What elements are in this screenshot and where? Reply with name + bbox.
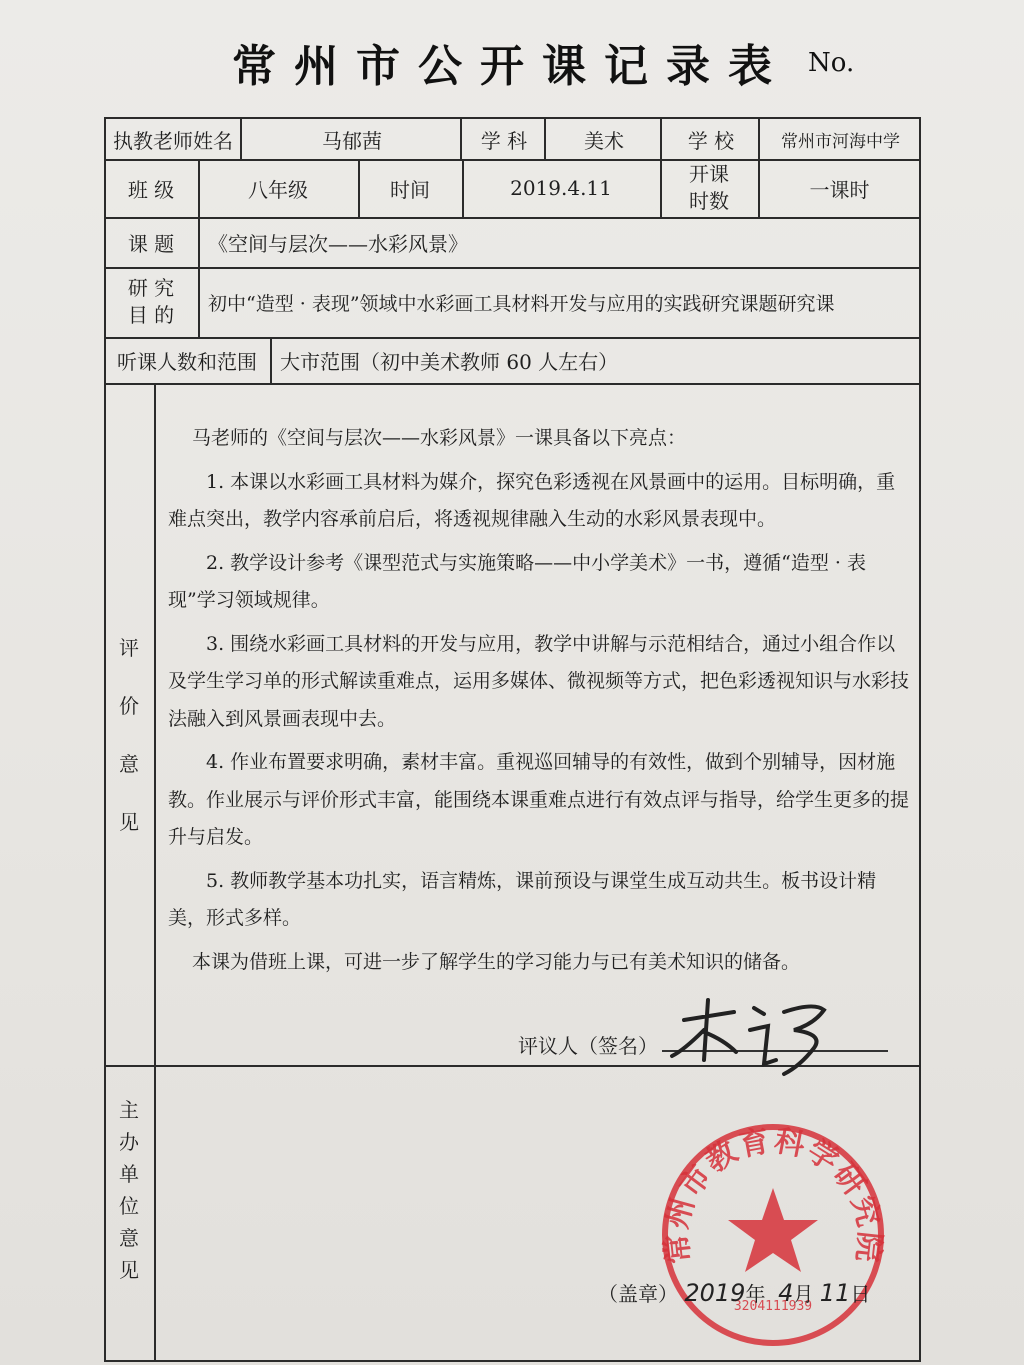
evaluation-label <box>104 620 154 850</box>
seal-text: 常州市教育科学研究院 <box>658 1123 888 1266</box>
evaluation-label-char: 价 <box>119 694 139 718</box>
seal-code: 3204111939 <box>733 1299 813 1314</box>
evaluation-intro: 马老师的《空间与层次——水彩风景》一课具备以下亮点： <box>192 427 687 449</box>
school-label: 学 校 <box>687 128 735 153</box>
col-divider <box>154 383 156 1360</box>
evaluation-point: 5. 教师教学基本功扎实，语言精炼，课前预设与课堂生成互动共生。板书设计精美，形式多样。 <box>168 869 877 929</box>
date-day: 11 <box>819 1279 851 1307</box>
evaluation-point: 2. 教学设计参考《课型范式与实施策略——中小学美术》一书，遵循“造型 · 表现”学习领域规律。 <box>168 551 867 611</box>
class-value: 八年级 <box>248 177 308 202</box>
audience-value: 大市范围（初中美术教师 60 人左右） <box>280 349 619 374</box>
date-month: 4 <box>778 1279 794 1307</box>
record-number-label: No. <box>808 48 855 78</box>
topic-label: 课 题 <box>127 231 175 256</box>
evaluation-label-char: 评 <box>119 636 139 660</box>
stamp-date-row <box>598 1278 870 1307</box>
teacher-name-value: 马郁茜 <box>322 128 382 153</box>
topic-value: 《空间与层次——水彩风景》 <box>208 231 468 256</box>
time-label: 时间 <box>390 177 430 202</box>
research-purpose-value: 初中“造型 · 表现”领域中水彩画工具材料开发与应用的实践研究课题研究课 <box>208 292 835 315</box>
evaluation-label-char: 见 <box>119 810 139 834</box>
class-hours-label-line1: 开课 <box>689 162 729 186</box>
date-year-unit: 年 <box>745 1282 766 1306</box>
organizer-label-char: 位 <box>119 1194 139 1218</box>
evaluation-closing: 本课为借班上课，可进一步了解学生的学习能力与已有美术知识的储备。 <box>192 950 801 973</box>
evaluation-label-char: 意 <box>119 752 139 776</box>
subject-value: 美术 <box>584 128 624 153</box>
table-border-bottom <box>104 1360 921 1362</box>
organizer-label-char: 见 <box>119 1258 139 1282</box>
organizer-label-char: 意 <box>119 1226 139 1250</box>
organizer-label-char: 主 <box>119 1098 139 1122</box>
research-purpose-label-line2: 目 的 <box>127 303 175 327</box>
organizer-label-char: 单 <box>119 1162 139 1186</box>
date-day-unit: 日 <box>850 1282 871 1306</box>
teacher-name-label: 执教老师姓名 <box>113 128 233 153</box>
evaluation-body <box>168 420 913 987</box>
class-hours-label <box>660 159 758 217</box>
row-divider <box>104 383 921 385</box>
class-hours-label-line2: 时数 <box>689 189 729 213</box>
organizer-label-char: 办 <box>119 1130 139 1154</box>
class-label: 班 级 <box>127 177 175 202</box>
stamp-label: （盖章） <box>598 1282 678 1306</box>
research-purpose-label <box>104 267 198 337</box>
audience-label: 听课人数和范围 <box>117 349 257 374</box>
organizer-opinion-label <box>104 1095 154 1285</box>
official-seal <box>648 1110 898 1360</box>
evaluation-point: 3. 围绕水彩画工具材料的开发与应用，教学中讲解与示范相结合，通过小组合作以及学生学习单的形式解读重难点，运用多媒体、微视频等方式，把色彩透视知识与水彩技法融入到风景画表现中去。 <box>168 632 910 730</box>
subject-label: 学 科 <box>480 128 528 153</box>
evaluation-point: 4. 作业布置要求明确，素材丰富。重视巡回辅导的有效性，做到个别辅导，因材施教。作业展示与评价形式丰富，能围绕本课重难点进行有效点评与指导，给学生更多的提升与启发。 <box>168 751 910 848</box>
handwritten-signature <box>664 990 844 1080</box>
signer-label: 评议人（签名） <box>518 1034 658 1058</box>
date-year: 2019 <box>684 1279 746 1307</box>
evaluation-point: 1. 本课以水彩画工具材料为媒介，探究色彩透视在风景画中的运用。目标明确，重难点突出，教学内容承前启后，将透视规律融入生动的水彩风景表现中。 <box>168 470 896 530</box>
page-title: 常州市公开课记录表 <box>232 41 790 92</box>
time-value: 2019.4.11 <box>510 176 612 200</box>
class-hours-value: 一课时 <box>809 177 870 202</box>
date-month-unit: 月 <box>793 1282 814 1306</box>
school-value: 常州市河海中学 <box>781 131 900 152</box>
research-purpose-label-line1: 研 究 <box>127 276 175 300</box>
